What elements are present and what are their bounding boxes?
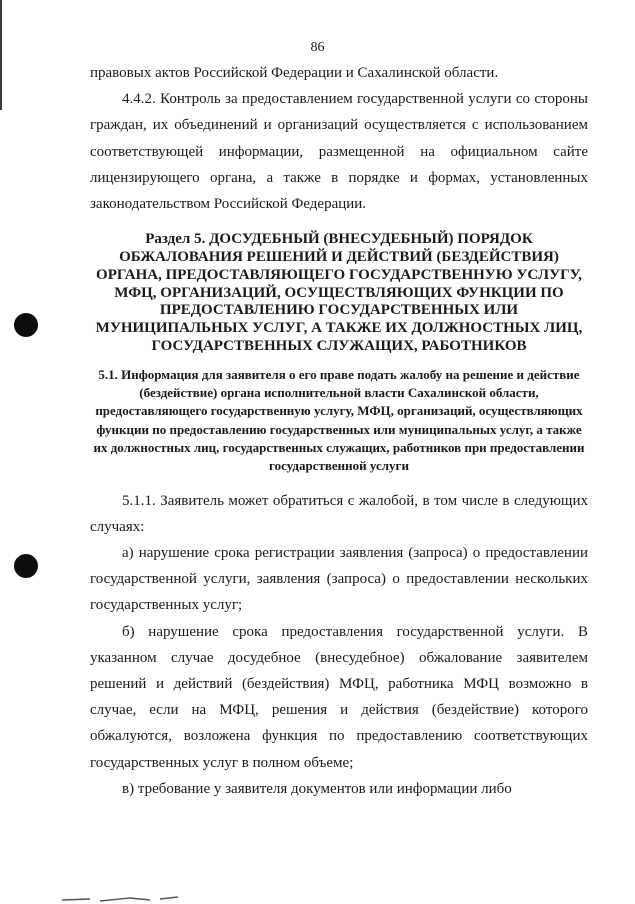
paragraph-continuation: правовых актов Российской Федерации и Сахалинской области. [90,65,499,81]
document-body [90,60,588,802]
punch-hole [14,313,38,337]
paragraph-5-1-1: 5.1.1. Заявитель может обратиться с жалобой, в том числе в следующих случаях: [90,492,588,535]
page-number: 86 [310,40,325,55]
list-item-v: в) требование у заявителя документов или информации либо [122,780,512,797]
punch-hole [14,554,38,578]
list-item-b: б) нарушение срока предоставления государственной услуги. В указанном случае досудебное (внесудебное) обжалование заявителем решений и действий (бездействия) МФЦ, работника МФЦ возможно в случае, если на МФЦ, решения и действия (бездействие) которого обжалуются, возложена функция по предоставлению соответствующих государственных услуг в полном объеме; [90,623,588,771]
handwriting-mark [60,890,180,904]
list-item-a: а) нарушение срока регистрации заявления (запроса) о предоставлении государственной услуги, заявления (запроса) о предоставлении нескольких государственных услуг; [90,544,588,614]
paragraph-4-4-2: 4.4.2. Контроль за предоставлением государственной услуги со стороны граждан, их объединений и организаций осуществляется с использованием соответствующей информации, размещенной на официальном сайте лицензирующего органа, а также в порядке и формах, установленных законодательством Российской Федерации. [90,91,588,213]
subsection-heading: 5.1. Информация для заявителя о его праве подать жалобу на решение и действие (бездействие) органа исполнительной власти Сахалинской области, предоставляющего государственную услугу, МФЦ, организаций, осуществляющих функции по предоставлению государственных или муниципальных услуг, а также их должностных лиц, государственных служащих, работников при предоставлении государственной услуги [93,366,585,474]
section-heading: Раздел 5. ДОСУДЕБНЫЙ (ВНЕСУДЕБНЫЙ) ПОРЯДОК ОБЖАЛОВАНИЯ РЕШЕНИЙ И ДЕЙСТВИЙ (БЕЗДЕЙСТВИЯ) ОРГАНА, ПРЕДОСТАВЛЯЮЩЕГО ГОСУДАРСТВЕННУЮ УСЛУГУ, МФЦ, ОРГАНИЗАЦИЙ, ОСУЩЕСТВЛЯЮЩИХ ФУНКЦИИ ПО ПРЕДОСТАВЛЕНИЮ ГОСУДАРСТВЕННЫХ ИЛИ МУНИЦИПАЛЬНЫХ УСЛУГ, А ТАКЖЕ ИХ ДОЛЖНОСТНЫХ ЛИЦ, ГОСУДАРСТВЕННЫХ СЛУЖАЩИХ, РАБОТНИКОВ [95,231,583,354]
